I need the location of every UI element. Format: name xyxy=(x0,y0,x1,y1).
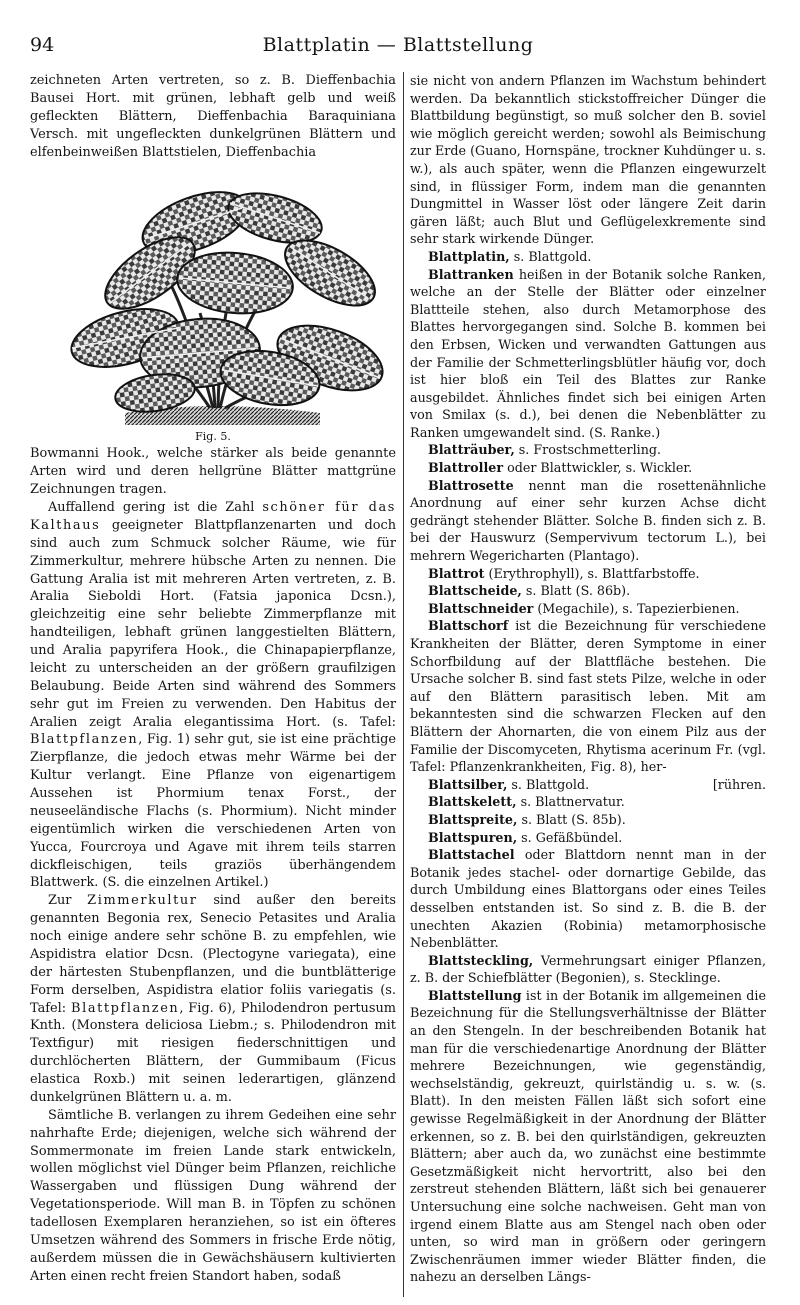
entry-headword: Blattschorf xyxy=(428,618,509,634)
page-header xyxy=(30,34,766,60)
figure-plant-illustration xyxy=(30,163,396,429)
dictionary-entry xyxy=(410,811,766,829)
paragraph-zimmerkultur xyxy=(30,892,396,1107)
dictionary-entry xyxy=(410,952,766,987)
dictionary-entry xyxy=(410,441,766,459)
entry-text: s. Blattnervatur. xyxy=(516,794,625,810)
line-tail: [rühren. xyxy=(712,776,766,792)
intro-paragraph: zeichneten Arten vertreten, so z. B. Dieffenbachia Bausei Hort. mit grünen, lebhaft gelb und weiß gefleckten Blättern, Dieffenbachia Baraquiniana Versch. mit ungefleckten dunkelgrünen Blättern und elfenbeinweißen Blattstielen, Dieffenbachia xyxy=(30,73,396,160)
column-divider xyxy=(403,72,404,1297)
paragraph-after-figure: Bowmanni Hook., welche stärker als beide genannte Arten wird und deren hellgrüne Blätter mattgrüne Zeichnungen tragen. xyxy=(30,446,396,498)
figure-caption: Fig. 5. xyxy=(195,430,231,444)
entry-headword: Blattschneider xyxy=(428,600,534,616)
dictionary-entry xyxy=(410,600,766,618)
text-run: , Fig. 1) sehr gut, sie ist eine prächtige Zierpflanze, die jedoch etwas mehr Wärme bei der Kultur verlangt. Eine Pflanze von eigenartigem Aussehen ist Phormium tenax Forst., der neuseeländische Flachs (s. Phormium). Nicht minder eigentümlich wirken die verschiedenen Arten von Yucca, Fourcroya und Agave mit ihrem teils starren dickfleischigen, teils graziös überhängendem Blattwerk. (S. die einzelnen Artikel.) xyxy=(30,732,396,891)
right-column xyxy=(410,72,766,1286)
entry-headword: Blattrosette xyxy=(428,477,514,493)
left-column xyxy=(30,72,396,1286)
page-number: 94 xyxy=(30,34,55,56)
entry-text: heißen in der Botanik solche Ranken, welche an der Stelle der Blätter oder einzelner Blattteile stehen, also durch Metamorphose des Blattes hervorgegangen sind. Solche B. kommen bei den Erbsen, Wicken und verwandten Gattungen aus der Familie der Schmetterlingsblütler häufig vor, doch ist hier bloß ein Teil des Blattes zur Ranke ausgebildet. Ähnliches findet sich bei einigen Arten von Smilax (s. d.), bei denen die Nebenblätter zu Ranken umgewandelt sind. (S. Ranke.) xyxy=(410,266,766,440)
entry-headword: Blatträuber, xyxy=(428,442,515,458)
text-run: sind außer den bereits genannten Begonia rex, Senecio Petasites und Aralia noch einige andere sehr schöne B. zu empfehlen, wie Aspidistra elatior Dcsn. (Plectogyne variegata), eine der härtesten Stubenpflanzen, und die buntblätterige Form derselben, Aspidistra elatior foliis variegatis (s. Tafel: xyxy=(30,893,396,1016)
dictionary-entry xyxy=(410,793,766,811)
entry-headword: Blattspuren, xyxy=(428,829,518,845)
entry-text: oder Blattdorn nennt man in der Botanik jedes stachel- oder dornartige Gebilde, das durch Umbildung eines Blattorgans oder eines Teiles desselben entstanden ist. So sind z. B. die B. der unechten Akazien (Robinia) metamorphosische Nebenblätter. xyxy=(410,847,766,951)
dictionary-entry xyxy=(410,829,766,847)
entry-headword: Blattplatin, xyxy=(428,248,510,264)
dictionary-entry xyxy=(410,477,766,565)
text-run: Auffallend gering ist die Zahl xyxy=(48,500,263,515)
dieffenbachia-illustration xyxy=(30,163,396,429)
dictionary-entry xyxy=(410,459,766,477)
spaced-emphasis: Blattpflanzen xyxy=(71,1000,180,1016)
entry-text: ist die Bezeichnung für verschiedene Krankheiten der Blätter, deren Symptome in einer Schorfbildung auf der Blattfläche bestehen. Die Ursache solcher B. sind fast stets Pilze, welche in oder auf den Blättern parasitisch leben. Mit am bekanntesten sind die schwarzen Flecken auf den Blättern der Ahornarten, die von einem Pilz aus der Familie der Discomyceten, Rhytisma acerinum Fr. (vgl. Tafel: Pflanzenkrankheiten, Fig. 8), her- xyxy=(410,618,766,775)
running-head: Blattplatin — Blattstellung xyxy=(262,34,534,56)
spaced-emphasis: Zimmerkultur xyxy=(87,893,198,909)
entry-text: s. Gefäßbündel. xyxy=(517,829,623,845)
entry-text: s. Blattgold. xyxy=(509,248,592,264)
entry-headword: Blattsilber, xyxy=(428,776,508,792)
entry-headword: Blattscheide, xyxy=(428,583,522,599)
dictionary-entries xyxy=(410,248,766,1286)
entry-text: (Megachile), s. Tapezierbienen. xyxy=(533,600,740,616)
entry-headword: Blattskelett, xyxy=(428,794,517,810)
spaced-emphasis: schöner für das Kalthaus xyxy=(30,500,396,533)
text-run: , Fig. 6), Philodendron pertusum Knth. (Monstera deliciosa Liebm.; s. Philodendron mit Textfigur) mit riesigen fiederschnittigen und durchlöcherten Blättern, der Gummibaum (Ficus elastica Roxb.) mit seinen lederartigen, glänzend dunkelgrünen Blättern u. a. m. xyxy=(30,1000,396,1105)
entry-headword: Blattrot xyxy=(428,565,485,581)
dictionary-entry xyxy=(410,582,766,600)
spaced-emphasis: Blattpflanzen xyxy=(30,732,139,748)
dictionary-entry xyxy=(410,565,766,583)
entry-headword: Blattsteckling, xyxy=(428,952,534,968)
entry-text: ist in der Botanik im allgemeinen die Bezeichnung für die Stellungsverhältnisse der Blätter an den Stengeln. In der beschreibenden Botanik hat man für die verschiedenartige Anordnung der Blätter mehrere Bezeichnungen, wie gegenständig, wechselständig, gekreuzt, quirlständig u. s. w. (s. Blatt). In den meisten Fällen läßt sich sofort eine gewisse Regelmäßigkeit in der Anordnung der Blätter erkennen, so z. B. bei den quirlständigen, gekreuzten Blättern; aber auch da, wo zunächst eine bestimmte Gesetzmäßigkeit nicht hervortritt, also bei den zerstreut stehenden Blättern, läßt sich bei genauerer Untersuchung eine solche nachweisen. Geht man von irgend einem Blatte aus am Stengel nach oben oder unten, so wird man in größern oder geringern Zwischenräumen immer wieder Blätter finden, die nahezu an derselben Längs- xyxy=(410,987,766,1285)
entry-text: (Erythrophyll), s. Blattfarbstoffe. xyxy=(484,565,700,581)
entry-text: s. Blattgold. xyxy=(507,776,590,792)
entry-headword: Blattstellung xyxy=(428,987,522,1003)
dictionary-entry xyxy=(410,846,766,952)
dictionary-entry xyxy=(410,617,766,775)
entry-headword: Blattroller xyxy=(428,460,504,476)
dictionary-entry xyxy=(410,776,766,794)
entry-text: oder Blattwickler, s. Wickler. xyxy=(503,460,693,476)
entry-headword: Blattranken xyxy=(428,266,514,282)
text-run: geeigneter Blattpflanzenarten und doch sind auch zum Schmuck solcher Räume, wie für Zimmerkultur, mehrere hübsche Arten zu nennen. Die Gattung Aralia ist mit mehreren Arten vertreten, z. B. Aralia Sieboldi Hort. (Fatsia japonica Dcsn.), gleichzeitig eine sehr beliebte Zimmerpflanze mit handteiligen, lebhaft grünen langgestielten Blättern, und Aralia papyrifera Hook., die Chinapapierpflanze, leicht zu unterscheiden an der größern graufilzigen Belaubung. Beide Arten sind während des Sommers sehr gut im Freien zu verwenden. Den Habitus der Aralien zeigt Aralia elegantissima Hort. (s. Tafel: xyxy=(30,517,396,730)
entry-text: nennt man die rosettenähnliche Anordnung auf einer sehr kurzen Achse dicht gedrängt stehender Blätter. Solche B. finden sich z. B. bei der Hauswurz (Sempervivum tectorum L.), bei mehrern Wegericharten (Plantago). xyxy=(410,477,766,564)
dictionary-entry xyxy=(410,248,766,266)
entry-headword: Blattstachel xyxy=(428,847,515,863)
entry-text: s. Frostschmetterling. xyxy=(514,442,662,458)
entry-headword: Blattspreite, xyxy=(428,811,518,827)
entry-text: Vermehrungsart einiger Pflanzen, z. B. der Schiefblätter (Begonien), s. Stecklinge. xyxy=(410,952,766,986)
text-run: Zur xyxy=(48,893,88,909)
entry-text: s. Blatt (S. 85b). xyxy=(517,811,626,827)
entry-text: s. Blatt (S. 86b). xyxy=(521,583,631,599)
paragraph-cultivation: Sämtliche B. verlangen zu ihrem Gedeihen eine sehr nahrhafte Erde; diejenigen, welche sich während der Sommermonate im freien Lande stark entwickeln, wollen möglichst viel Dünger beim Pflanzen, reichliche Wassergaben und flüssigen Dung während der Vegetationsperiode. Will man B. in Töpfen zu schönen tadellosen Exemplaren heranziehen, so ist ein öfteres Umsetzen während des Sommers in frische Erde nötig, außerdem müssen die in Gewächshäusern kultivierten Arten einen recht freien Standort haben, sodaß xyxy=(30,1107,396,1284)
dictionary-entry xyxy=(410,266,766,442)
dictionary-entry xyxy=(410,987,766,1286)
paragraph-kalthaus xyxy=(30,499,396,892)
continuation-paragraph: sie nicht von andern Pflanzen im Wachstum behindert werden. Da bekanntlich stickstoffreicher Dünger die Blattbildung begünstigt, so muß solcher den B. soviel wie möglich gereicht werden; sowohl als Beimischung zur Erde (Guano, Hornspäne, trockner Kuhdünger u. s. w.), als auch später, wenn die Pflanzen eingewurzelt sind, in flüssiger Form, indem man die genannten Dungmittel in Wasser löst oder längere Zeit darin gären läßt; auch Blut und Geflügelexkremente sind sehr stark wirkende Dünger. xyxy=(410,73,766,247)
